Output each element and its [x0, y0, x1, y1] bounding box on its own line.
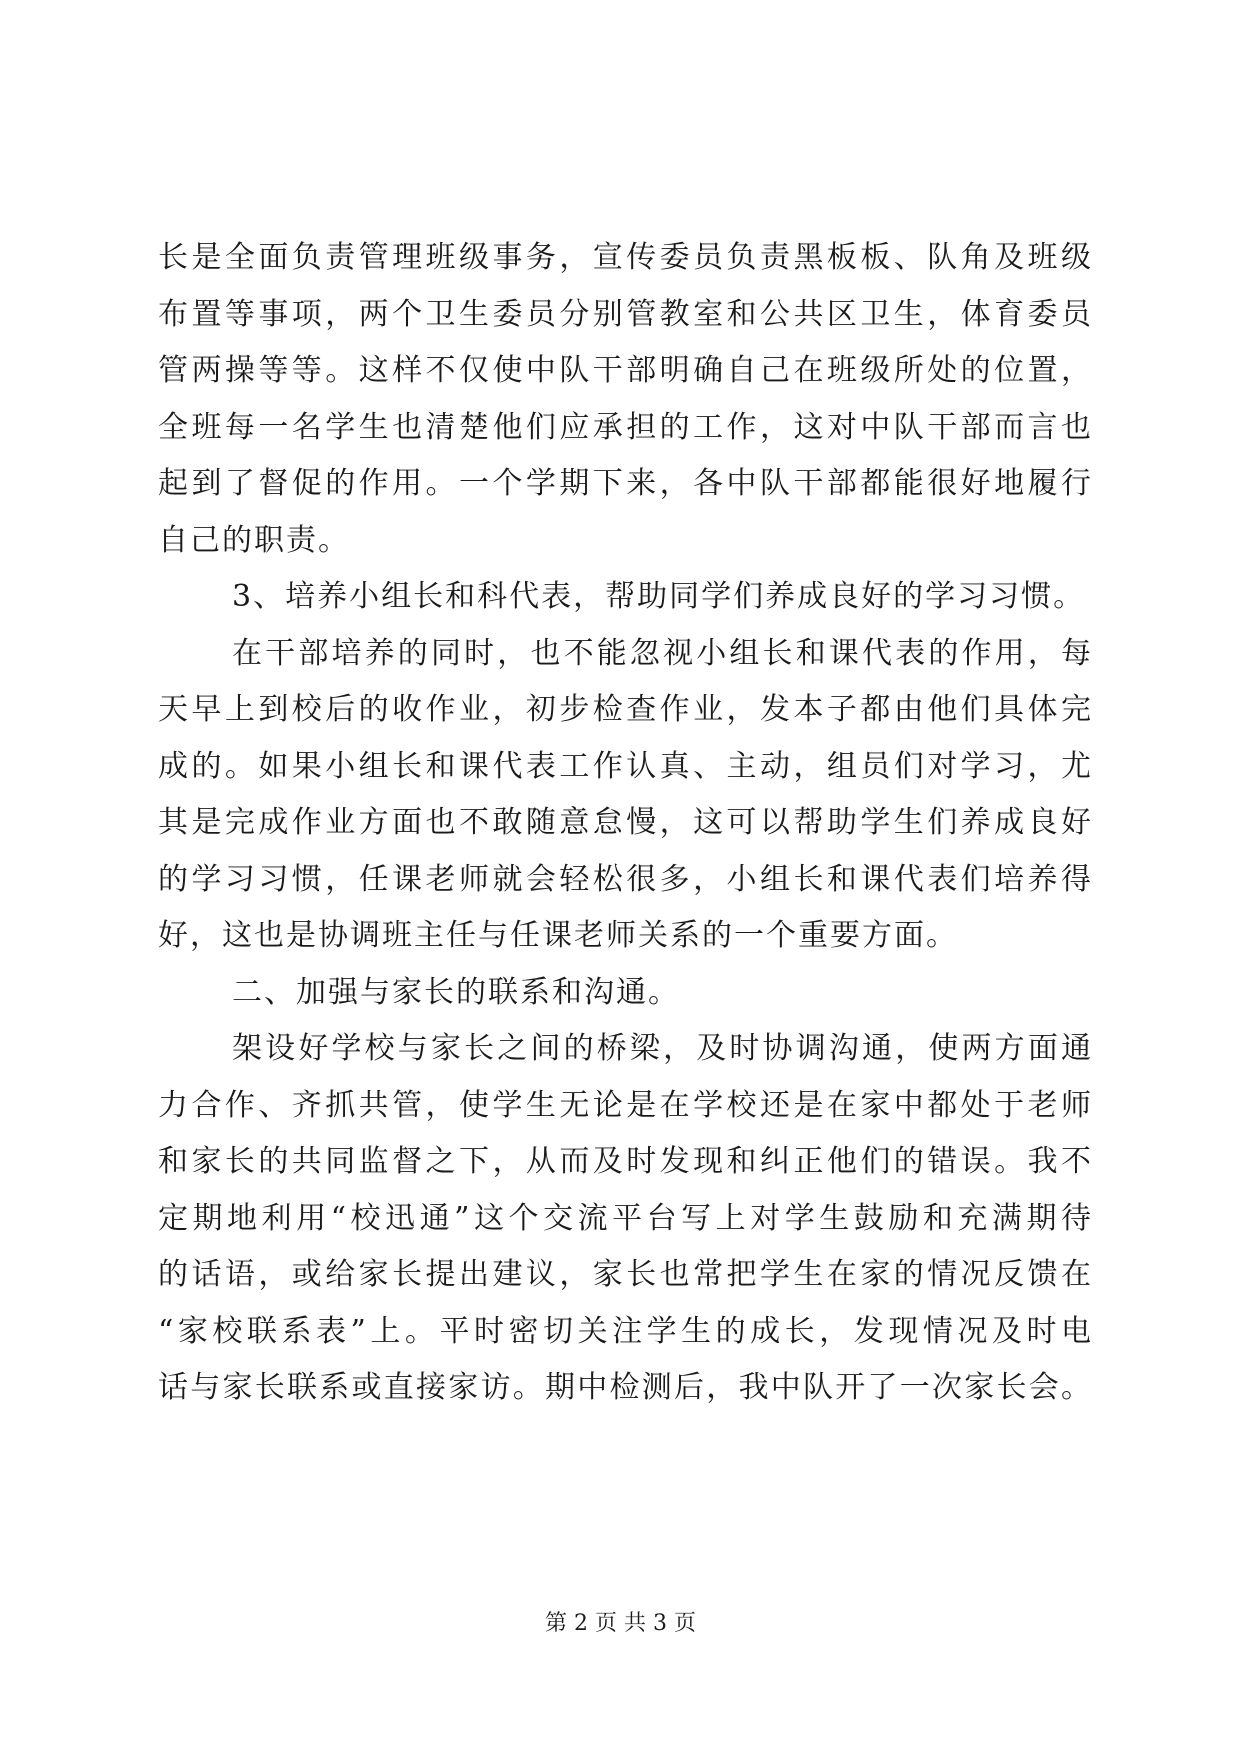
section-heading: 二、加强与家长的联系和沟通。 [232, 974, 680, 1010]
text-line: 和家长的共同监督之下，从而及时发现和纠正他们的错误。我不 [158, 1144, 1093, 1179]
text-line: 的话语，或给家长提出建议，家长也常把学生在家的情况反馈在 [158, 1257, 1093, 1292]
text-line: 力合作、齐抓共管，使学生无论是在学校还是在家中都处于老师 [158, 1087, 1093, 1123]
text-line: 布置等事项，两个卫生委员分别管教室和公共区卫生，体育委员 [158, 296, 1093, 332]
text-line: 其是完成作业方面也不敢随意怠慢，这可以帮助学生们养成良好 [158, 805, 1093, 840]
text-line: 管两操等等。这样不仅使中队干部明确自己在班级所处的位置， [158, 353, 1093, 388]
text-line: “家校联系表”上。平时密切关注学生的成长，发现情况及时电 [158, 1313, 1093, 1349]
section-heading: 3、培养小组长和科代表，帮助同学们养成良好的学习习惯。 [232, 579, 1086, 614]
text-line: 架设好学校与家长之间的桥梁，及时协调沟通，使两方面通 [232, 1031, 1093, 1066]
text-line: 好，这也是协调班主任与任课老师关系的一个重要方面。 [158, 918, 958, 953]
text-line: 话与家长联系或直接家访。期中检测后，我中队开了一次家长会。 [158, 1370, 1093, 1405]
text-line: 在干部培养的同时，也不能忽视小组长和课代表的作用，每 [232, 635, 1093, 671]
text-line: 起到了督促的作用。一个学期下来，各中队干部都能很好地履行 [158, 466, 1093, 501]
text-line: 全班每一名学生也清楚他们应承担的工作，这对中队干部而言也 [158, 409, 1093, 445]
text-line: 的学习习惯，任课老师就会轻松很多，小组长和课代表们培养得 [158, 861, 1093, 897]
text-line: 成的。如果小组长和课代表工作认真、主动，组员们对学习，尤 [158, 748, 1093, 784]
text-line: 定期地利用“校迅通”这个交流平台写上对学生鼓励和充满期待 [158, 1200, 1093, 1236]
document-body [158, 230, 1093, 1417]
text-line: 天早上到校后的收作业，初步检查作业，发本子都由他们具体完 [158, 692, 1093, 727]
text-line: 长是全面负责管理班级事务，宣传委员负责黑板板、队角及班级 [158, 240, 1093, 275]
page-number-footer: 第 2 页 共 3 页 [545, 1611, 696, 1636]
text-line: 自己的职责。 [158, 522, 350, 558]
